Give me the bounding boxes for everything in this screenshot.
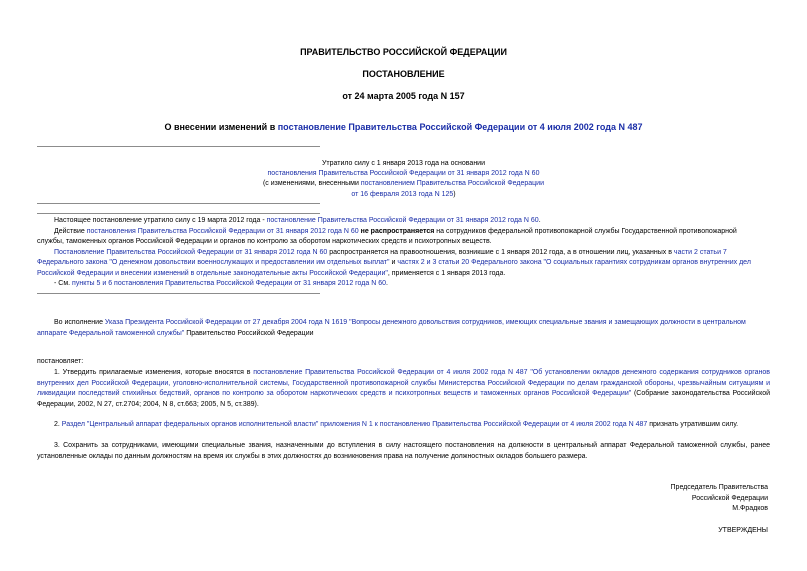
- preamble-line-2: [37, 329, 314, 340]
- item-2-link[interactable]: Раздел "Центральный аппарат федеральных органов исполнительной власти" приложения N 1 к постановлению Правительства Российской Федерации от 4 июля 2002 года N 487: [61, 421, 648, 428]
- note-2-b: на сотрудников федеральной противопожарной службы Государственной противопожарной: [434, 227, 737, 235]
- note-1-end: .: [538, 217, 541, 224]
- item-3-text: 3. Сохранить за сотрудниками, имеющими специальные звания, назначенными до вступления в силу настоящего постановления на должности в центральный аппарат Федеральной таможенной службы, ранее установленные оклады по данным должностям на время их службы в этих должностях до возникновения права на получение должностных окладов большего размера.: [37, 442, 770, 460]
- note-4: [54, 279, 388, 290]
- item-3: [37, 441, 770, 462]
- item-2: [54, 420, 738, 431]
- item-2-b: признать утратившим силу.: [647, 421, 739, 428]
- signature-name: М.Фрадков: [732, 505, 768, 512]
- status-line-2-link[interactable]: постановления Правительства Российской Федерации от 31 января 2012 года N 60: [267, 170, 540, 177]
- note-4-end: .: [386, 280, 388, 287]
- note-3-a: распространяется на правоотношения, возникшие с 1 января 2012 года, а в отношении лиц, указанных в: [327, 248, 674, 256]
- status-line-3-prefix: (с изменениями, внесенными: [262, 180, 361, 187]
- note-1: [54, 216, 541, 227]
- note-3-link-4-cont[interactable]: Российской Федерации и внесении изменений в отдельные законодательные акты Российской Федерации": [37, 269, 388, 277]
- note-3-link-2[interactable]: части 2 статьи 7: [673, 248, 727, 256]
- note-3-link-3[interactable]: частях 2 и 3 статьи 20: [397, 259, 470, 266]
- signature-line-2: Российской Федерации: [691, 494, 768, 502]
- item-1-a: 1. Утвердить прилагаемые изменения, которые вносятся в: [54, 369, 254, 376]
- note-3-c: и: [389, 259, 398, 266]
- title-link[interactable]: постановление Правительства Российской Федерации от 4 июля 2002 года N 487: [277, 122, 643, 132]
- preamble-line-1: [54, 318, 746, 329]
- note-1-text: Настоящее постановление утратило силу с 19 марта 2012 года -: [54, 217, 267, 224]
- approved-label: УТВЕРЖДЕНЫ: [718, 527, 768, 534]
- signature-line-1: Председатель Правительства: [670, 484, 768, 491]
- status-separator-bottom: [37, 203, 320, 204]
- preamble-a: Во исполнение: [54, 319, 105, 326]
- title-prefix: О внесении изменений в: [164, 122, 278, 132]
- org-heading: ПРАВИТЕЛЬСТВО РОССИЙСКОЙ ФЕДЕРАЦИИ: [300, 47, 507, 57]
- note-2-line-1: [54, 227, 737, 238]
- status-line-4-suffix: ): [453, 191, 456, 198]
- note-4-link[interactable]: пункты 5 и 6 постановления Правительства Российской Федерации от 31 января 2012 года N 60: [72, 280, 387, 287]
- note-3-line-1: [54, 248, 727, 259]
- item-1: [37, 368, 770, 410]
- note-2-a: Действие: [54, 227, 87, 235]
- doc-title: [0, 122, 807, 132]
- doc-type-heading: ПОСТАНОВЛЕНИЕ: [362, 69, 445, 79]
- note-3-f: , применяется с 1 января 2013 года.: [387, 269, 506, 277]
- item-1-link[interactable]: постановление Правительства Российской Федерации от 4 июля 2002 года N 487 "Об установлении окладов денежного содержания сотрудников органов внутренних дел Российской Федерации, уголовно-исполнительной системы, Государственной противопожарной службы Министерства Российской Федерации по делам гражданской обороны, чрезвычайным ситуациям и ликвидации последствий стихийных бедствий, органов по контролю за оборотом наркотических средств и психотропных веществ и таможенных органов Российской Федерации": [37, 369, 770, 397]
- note-2-bold: не распространяется: [358, 227, 435, 235]
- note-3-link[interactable]: Постановление Правительства Российской Федерации от 31 января 2012 года N 60: [54, 248, 328, 256]
- note-2-line-2: службы, таможенных органов Российской Федерации и органов по контролю за оборотом наркотических средств и психотропных веществ.: [37, 238, 492, 245]
- note-3-line-2: [37, 258, 751, 269]
- note-3-line-3: [37, 269, 505, 280]
- note-4-a: - См.: [54, 280, 73, 287]
- note-1-link[interactable]: постановление Правительства Российской Федерации от 31 января 2012 года N 60: [266, 217, 539, 224]
- status-line-1: Утратило силу с 1 января 2013 года на основании: [321, 160, 486, 167]
- status-line-4-link[interactable]: от 16 февраля 2013 года N 125: [351, 191, 454, 198]
- note-3-link-4[interactable]: Федерального закона "О социальных гарантиях сотрудникам органов внутренних дел: [471, 259, 751, 266]
- note-2-link[interactable]: постановления Правительства Российской Федерации от 31 января 2012 года N 60: [86, 227, 359, 235]
- item-1-b: (Собрание законодательства Российской Федерации, 2002, N 27, ст.2704; 2004, N 8, ст.663; 2005, N 5, ст.389).: [37, 390, 771, 408]
- notes-separator-top: [37, 213, 320, 214]
- preamble-link[interactable]: Указа Президента Российской Федерации от 27 декабря 2004 года N 1619 "Вопросы денежного довольствия сотрудников, имеющих специальные звания и замещающих должности в центральном: [104, 319, 746, 326]
- status-line-4: [0, 190, 807, 200]
- status-separator-top: [37, 146, 320, 147]
- status-line-3: [0, 179, 807, 189]
- doc-date-number: от 24 марта 2005 года N 157: [342, 91, 465, 101]
- note-3-law-link[interactable]: Федерального закона "О денежном довольствии военнослужащих и предоставлении им отдельных выплат": [37, 259, 390, 266]
- status-line-3-link[interactable]: постановлением Правительства Российской Федерации: [360, 180, 545, 187]
- resolves-text: постановляет:: [37, 358, 84, 365]
- preamble-b: Правительство Российской Федерации: [184, 329, 314, 337]
- item-2-a: 2.: [54, 421, 62, 428]
- preamble-link-cont[interactable]: аппарате Федеральной таможенной службы": [37, 329, 185, 337]
- notes-separator-bottom: [37, 293, 320, 294]
